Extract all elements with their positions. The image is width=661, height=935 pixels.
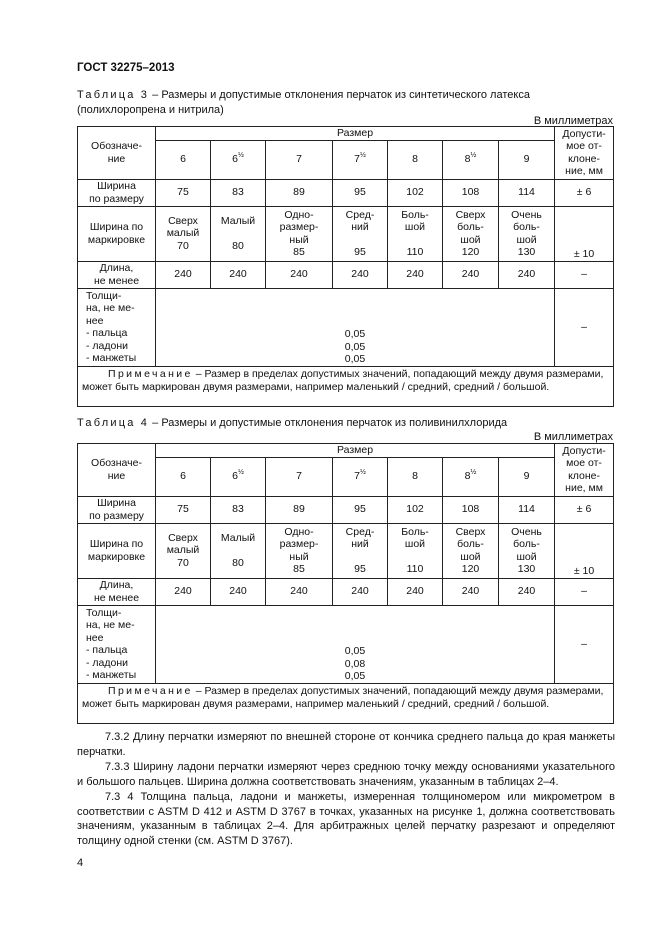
table-cell: 240 — [211, 578, 266, 605]
page-number: 4 — [77, 857, 84, 869]
size-8: 8 — [388, 457, 443, 496]
table-cell: – — [555, 605, 614, 683]
table-cell: 240 — [266, 578, 333, 605]
table-cell: ± 10 — [555, 206, 614, 261]
table-cell: 102 — [388, 179, 443, 206]
thickness-values: 0,05 0,05 0,05 — [156, 288, 555, 366]
table-cell: 240 — [388, 578, 443, 605]
size-8-half: $8^{\frac{1}{2}}$ — [443, 457, 499, 496]
header-designation: Обозначе- ние — [78, 127, 156, 180]
table-cell: 240 — [499, 578, 555, 605]
table3-units: В миллиметрах — [533, 115, 613, 127]
row-label-width-by-size: Ширина по размеру — [78, 496, 156, 523]
table-cell: 114 — [499, 179, 555, 206]
marking-cell: Сверх малый 70 — [156, 523, 211, 578]
header-tolerance: Допусти- мое от- клоне- ние, мм — [555, 127, 614, 180]
table-cell: 240 — [156, 578, 211, 605]
table4-caption-label: Таблица 4 — [77, 417, 150, 429]
marking-cell: Сверх боль- шой 120 — [443, 206, 499, 261]
marking-cell: Сред- ний 95 — [333, 523, 388, 578]
table-row — [78, 605, 614, 683]
table-cell: 240 — [443, 261, 499, 288]
table-cell: 83 — [211, 179, 266, 206]
table-cell: 75 — [156, 179, 211, 206]
size-7-half: $7^{\frac{1}{2}}$ — [333, 140, 388, 179]
marking-cell: Боль- шой 110 — [388, 523, 443, 578]
marking-cell: Малый 80 — [211, 206, 266, 261]
table-row — [78, 206, 614, 261]
table-cell: 240 — [443, 578, 499, 605]
table4-caption-text: – Размеры и допустимые отклонения перчаток из поливинилхлорида — [149, 417, 508, 429]
paragraph-7-3-4: 7.3 4 Толщина пальца, ладони и манжеты, измеренная толщиномером или микрометром в соответствии с ASTM D 412 и ASTM D 3767 в точках, указанных на рисунке 1, должна соответствовать значениям, указанным в таблицах 2–4. Для арбитражных целей перчатку разрезают и определяют толщину одной стенки (см. ASTM D 3767). — [77, 791, 615, 847]
marking-cell: Одно- размер- ный 85 — [266, 523, 333, 578]
document-title: ГОСТ 32275–2013 — [77, 62, 175, 74]
table-cell: 95 — [333, 179, 388, 206]
marking-cell: Одно- размер- ный 85 — [266, 206, 333, 261]
table-cell: 108 — [443, 179, 499, 206]
table-cell: 89 — [266, 496, 333, 523]
marking-cell: Боль- шой 110 — [388, 206, 443, 261]
table-cell: 83 — [211, 496, 266, 523]
size-9: 9 — [499, 457, 555, 496]
table-cell: 240 — [266, 261, 333, 288]
thickness-values: 0,05 0,08 0,05 — [156, 605, 555, 683]
table-cell: 240 — [156, 261, 211, 288]
marking-cell: Сред- ний 95 — [333, 206, 388, 261]
table3 — [77, 126, 614, 407]
size-6-half: $6^{\frac{1}{2}}$ — [211, 140, 266, 179]
row-label-width-by-marking: Ширина по маркировке — [78, 523, 156, 578]
table-cell: 240 — [333, 261, 388, 288]
marking-cell: Очень боль- шой 130 — [499, 206, 555, 261]
size-9: 9 — [499, 140, 555, 179]
table-row — [78, 496, 614, 523]
table-cell: 114 — [499, 496, 555, 523]
table-row — [78, 523, 614, 578]
size-6-half: $6^{\frac{1}{2}}$ — [211, 457, 266, 496]
size-7-half: $7^{\frac{1}{2}}$ — [333, 457, 388, 496]
table-cell: 95 — [333, 496, 388, 523]
table-cell: ± 10 — [555, 523, 614, 578]
paragraph-7-3-2: 7.3.2 Длину перчатки измеряют по внешней стороне от кончика среднего пальца до края манжеты перчатки. — [77, 731, 615, 758]
header-designation: Обозначе- ние — [78, 444, 156, 497]
size-6: 6 — [156, 140, 211, 179]
table3-caption-text: – Размеры и допустимые отклонения перчаток из синтетического латекса (полихлоропрена и нитрила) — [77, 89, 530, 116]
table-cell: – — [555, 578, 614, 605]
marking-cell: Сверх малый 70 — [156, 206, 211, 261]
table4 — [77, 443, 614, 724]
marking-cell: Сверх боль- шой 120 — [443, 523, 499, 578]
row-label-thickness: Толщи- на, не ме- нее - пальца - ладони - манжеты — [78, 288, 156, 366]
size-8-half: $8^{\frac{1}{2}}$ — [443, 140, 499, 179]
table-cell: 75 — [156, 496, 211, 523]
marking-cell: Очень боль- шой 130 — [499, 523, 555, 578]
table-cell: – — [555, 261, 614, 288]
table3-caption-label: Таблица 3 — [77, 89, 150, 101]
table-cell: ± 6 — [555, 496, 614, 523]
row-label-width-by-size: Ширина по размеру — [78, 179, 156, 206]
row-label-length: Длина, не менее — [78, 261, 156, 288]
table3-caption — [77, 88, 615, 118]
table-cell: 240 — [333, 578, 388, 605]
row-label-thickness: Толщи- на, не ме- нее - пальца - ладони - манжеты — [78, 605, 156, 683]
table-cell: ± 6 — [555, 179, 614, 206]
table-cell: 89 — [266, 179, 333, 206]
table-cell: 240 — [499, 261, 555, 288]
table-row — [78, 179, 614, 206]
table4-caption — [77, 416, 615, 431]
table-row — [78, 578, 614, 605]
table4-note: Примечание – Размер в пределах допустимых значений, попадающий между двумя размерами, может быть маркирован двумя размерами, например маленький / средний, средний / большой. — [78, 683, 614, 723]
size-7: 7 — [266, 457, 333, 496]
size-6: 6 — [156, 457, 211, 496]
table-cell: 240 — [388, 261, 443, 288]
table4-units: В миллиметрах — [533, 431, 613, 443]
marking-cell: Малый 80 — [211, 523, 266, 578]
size-7: 7 — [266, 140, 333, 179]
table-cell: 240 — [211, 261, 266, 288]
table3-note: Примечание – Размер в пределах допустимых значений, попадающий между двумя размерами, может быть маркирован двумя размерами, например маленький / средний, средний / большой. — [78, 366, 614, 406]
header-size: Размер — [156, 127, 555, 141]
table-cell: 108 — [443, 496, 499, 523]
row-label-length: Длина, не менее — [78, 578, 156, 605]
header-tolerance: Допусти- мое от- клоне- ние, мм — [555, 444, 614, 497]
paragraph-7-3-3: 7.3.3 Ширину ладони перчатки измеряют через среднюю точку между основаниями указательного и большого пальцев. Ширина должна соответствовать значениям, указанным в таблицах 2–4. — [77, 761, 615, 788]
table-row — [78, 288, 614, 366]
row-label-width-by-marking: Ширина по маркировке — [78, 206, 156, 261]
table-cell: – — [555, 288, 614, 366]
header-size: Размер — [156, 444, 555, 458]
table-row — [78, 261, 614, 288]
table-cell: 102 — [388, 496, 443, 523]
size-8: 8 — [388, 140, 443, 179]
